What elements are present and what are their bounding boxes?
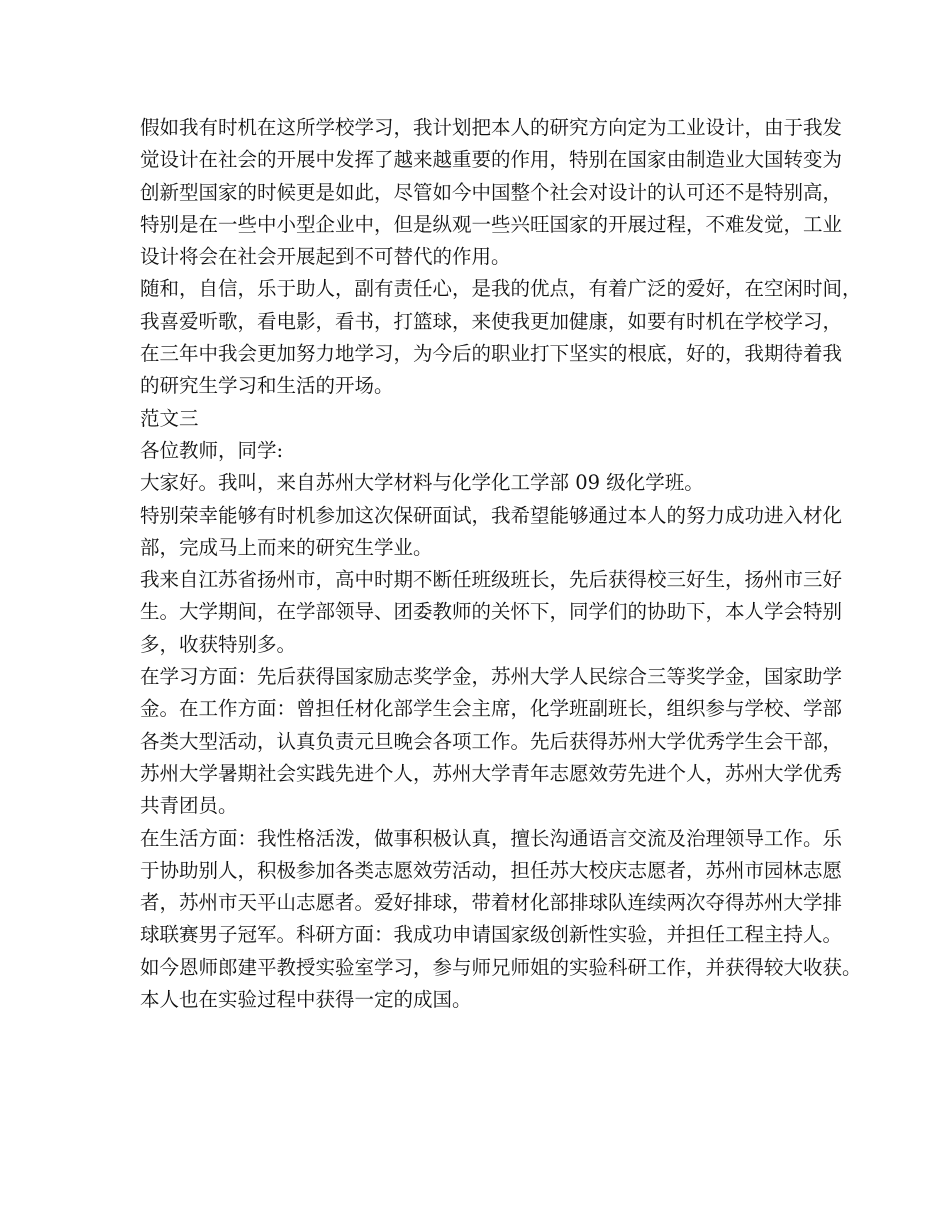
text-line: 我喜爱听歌，看电影，看书，打篮球，来使我更加健康，如要有时机在学校学习， <box>140 309 843 333</box>
text-line: 于协助别人，积极参加各类志愿效劳活动，担任苏大校庆志愿者，苏州市园林志愿 <box>140 858 843 882</box>
text-line: 者，苏州市天平山志愿者。爱好排球，带着材化部排球队连续两次夺得苏州大学排 <box>140 891 843 915</box>
text-line: 各类大型活动，认真负责元旦晚会各项工作。先后获得苏州大学优秀学生会干部， <box>140 729 843 753</box>
text-line: 设计将会在社会开展起到不可替代的作用。 <box>140 245 511 269</box>
text-line: 如今恩师郎建平教授实验室学习，参与师兄师姐的实验科研工作，并获得较大收获。 <box>140 955 862 979</box>
text-line: 生。大学期间，在学部领导、团委教师的关怀下，同学们的协助下，本人学会特别 <box>140 600 843 624</box>
section-heading: 范文三 <box>140 406 199 430</box>
text-line: 创新型国家的时候更是如此，尽管如今中国整个社会对设计的认可还不是特别高， <box>140 180 843 204</box>
text-line: 觉设计在社会的开展中发挥了越来越重要的作用，特别在国家由制造业大国转变为 <box>140 148 843 172</box>
text-line: 特别是在一些中小型企业中，但是纵观一些兴旺国家的开展过程，不难发觉，工业 <box>140 212 843 236</box>
text-line: 的研究生学习和生活的开场。 <box>140 374 394 398</box>
text-line: 大家好。我叫，来自苏州大学材料与化学化工学部 09 级化学班。 <box>140 471 704 495</box>
text-line: 在学习方面：先后获得国家励志奖学金，苏州大学人民综合三等奖学金，国家助学 <box>140 665 843 689</box>
text-line: 在生活方面：我性格活泼，做事积极认真，擅长沟通语言交流及治理领导工作。乐 <box>140 826 843 850</box>
text-line: 部，完成马上而来的研究生学业。 <box>140 535 433 559</box>
text-line: 我来自江苏省扬州市，高中时期不断任班级班长，先后获得校三好生，扬州市三好 <box>140 568 843 592</box>
text-line: 多，收获特别多。 <box>140 632 297 656</box>
text-line: 在三年中我会更加努力地学习，为今后的职业打下坚实的根底，好的，我期待着我 <box>140 342 843 366</box>
text-line: 共青团员。 <box>140 794 238 818</box>
document-body <box>140 112 862 1016</box>
text-line: 金。在工作方面：曾担任材化部学生会主席，化学班副班长，组织参与学校、学部 <box>140 697 843 721</box>
text-line: 假如我有时机在这所学校学习，我计划把本人的研究方向定为工业设计，由于我发 <box>140 116 843 139</box>
text-line: 苏州大学暑期社会实践先进个人，苏州大学青年志愿效劳先进个人，苏州大学优秀 <box>140 761 843 785</box>
text-line: 特别荣幸能够有时机参加这次保研面试，我希望能够通过本人的努力成功进入材化 <box>140 503 843 527</box>
text-line: 本人也在实验过程中获得一定的成国。 <box>140 988 472 1012</box>
text-line: 随和，自信，乐于助人，副有责任心，是我的优点，有着广泛的爱好，在空闲时间， <box>140 277 862 301</box>
text-line: 球联赛男子冠军。科研方面：我成功申请国家级创新性实验，并担任工程主持人。 <box>140 923 843 947</box>
salutation-line: 各位教师，同学: <box>140 438 284 462</box>
